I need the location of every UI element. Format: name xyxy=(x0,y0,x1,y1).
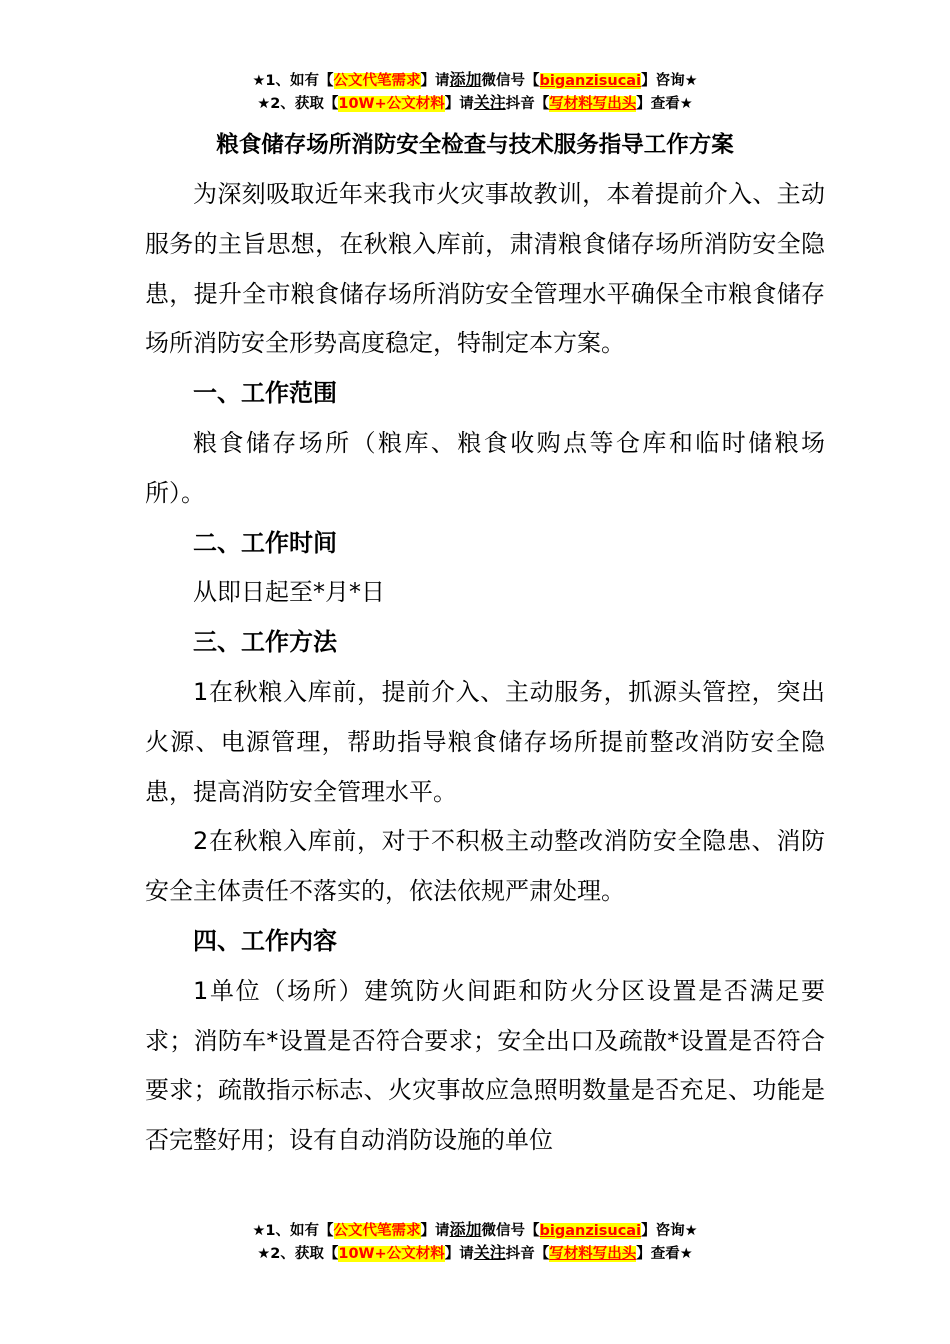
promo-line-2: ★2、获取【10W+公文材料】请关注抖音【写材料写出头】查看★ xyxy=(257,1243,693,1262)
promo-emphasis-add: 添加 xyxy=(449,70,482,89)
section-heading-time: 二、工作时间 xyxy=(193,528,337,557)
promo-wechat-id-link[interactable]: biganzisucai xyxy=(539,73,642,89)
star-icon: ★ xyxy=(252,1223,266,1239)
promo-emphasis-follow: 关注 xyxy=(473,93,506,112)
section-paragraph: 1单位（场所）建筑防火间距和防火分区设置是否满足要求；消防车*设置是否符合要求；安全出口及疏散*设置是否符合要求；疏散指示标志、火灾事故应急照明数量是否充足、功能是否完整好用；设有自动消防设施的单位 xyxy=(145,976,825,1155)
star-icon: ★ xyxy=(684,73,698,89)
promo-emphasis-add: 添加 xyxy=(449,1220,482,1239)
section-paragraph: 1在秋粮入库前，提前介入、主动服务，抓源头管控，突出火源、电源管理，帮助指导粮食储存场所提前整改消防安全隐患，提高消防安全管理水平。 xyxy=(145,677,825,806)
star-icon: ★ xyxy=(684,1223,698,1239)
promo-wechat-id-link[interactable]: biganzisucai xyxy=(539,1223,642,1239)
promo-emphasis-follow: 关注 xyxy=(473,1243,506,1262)
section-heading-scope: 一、工作范围 xyxy=(193,379,337,408)
promo-highlight-materials: 10W+公文材料 xyxy=(338,96,445,112)
promo-highlight-materials: 10W+公文材料 xyxy=(338,1246,445,1262)
promo-line-1: ★1、如有【公文代笔需求】请添加微信号【biganzisucai】咨询★ xyxy=(252,1220,698,1239)
promo-line-1: ★1、如有【公文代笔需求】请添加微信号【biganzisucai】咨询★ xyxy=(252,70,698,89)
promo-highlight-service: 公文代笔需求 xyxy=(333,1223,421,1239)
star-icon: ★ xyxy=(257,96,271,112)
intro-paragraph: 为深刻吸取近年来我市火灾事故教训，本着提前介入、主动服务的主旨思想，在秋粮入库前，肃清粮食储存场所消防安全隐患，提升全市粮食储存场所消防安全管理水平确保全市粮食储存场所消防安全形势高度稳定，特制定本方案。 xyxy=(145,180,825,358)
section-paragraph: 2在秋粮入库前，对于不积极主动整改消防安全隐患、消防安全主体责任不落实的，依法依规严肃处理。 xyxy=(145,827,825,906)
section-paragraph: 粮食储存场所（粮库、粮食收购点等仓库和临时储粮场所）。 xyxy=(145,428,825,507)
star-icon: ★ xyxy=(679,96,693,112)
promo-banner-bottom xyxy=(0,1219,950,1265)
section-paragraph: 从即日起至*月*日 xyxy=(193,578,385,607)
promo-highlight-service: 公文代笔需求 xyxy=(333,73,421,89)
document-title: 粮食储存场所消防安全检查与技术服务指导工作方案 xyxy=(216,132,734,158)
promo-douyin-link[interactable]: 写材料写出头 xyxy=(549,96,637,112)
document-body xyxy=(145,170,825,1166)
star-icon: ★ xyxy=(679,1246,693,1262)
promo-line-2: ★2、获取【10W+公文材料】请关注抖音【写材料写出头】查看★ xyxy=(257,93,693,112)
star-icon: ★ xyxy=(257,1246,271,1262)
promo-banner-top xyxy=(0,69,950,115)
section-heading-method: 三、工作方法 xyxy=(193,628,337,657)
star-icon: ★ xyxy=(252,73,266,89)
promo-douyin-link[interactable]: 写材料写出头 xyxy=(549,1246,637,1262)
section-heading-content: 四、工作内容 xyxy=(193,926,337,955)
